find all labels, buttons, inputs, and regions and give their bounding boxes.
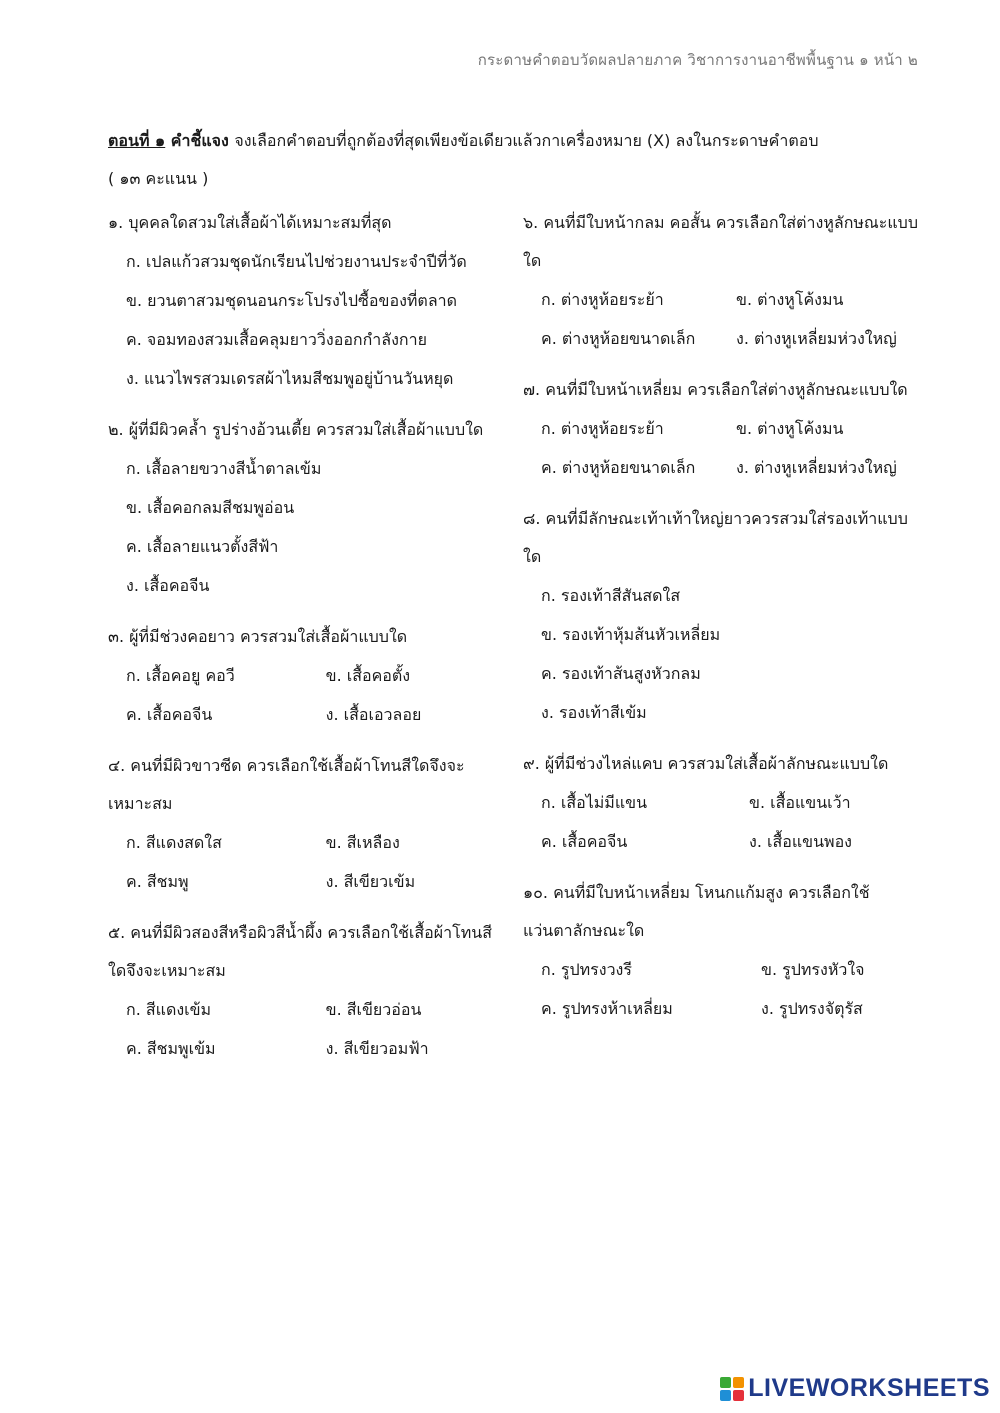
question-text: ๕. คนที่มีผิวสองสีหรือผิวสีน้ำผึ้ง ควรเลือกใช้เสื้อผ้าโทนสีใดจึงจะเหมาะสม	[108, 923, 492, 980]
question-8	[523, 500, 918, 732]
question-2	[108, 411, 508, 605]
option-c[interactable]: ค. รูปทรงห้าเหลี่ยม	[541, 999, 673, 1018]
option-d[interactable]: ง. รองเท้าสีเข้ม	[541, 703, 647, 722]
option-c[interactable]: ค. รองเท้าส้นสูงหัวกลม	[541, 664, 701, 683]
option-b[interactable]: ข. สีเขียวอ่อน	[325, 1000, 422, 1019]
left-column	[108, 204, 508, 1081]
option-c[interactable]: ค. เสื้อคอจีน	[126, 705, 213, 724]
option-a[interactable]: ก. เสื้อลายขวางสีน้ำตาลเข้ม	[126, 459, 322, 478]
option-a[interactable]: ก. สีแดงสดใส	[126, 833, 222, 852]
question-1	[108, 204, 508, 398]
page-header: กระดาษคำตอบวัดผลปลายภาค วิชาการงานอาชีพพื้นฐาน ๑ หน้า ๒	[477, 51, 918, 69]
option-b[interactable]: ข. ต่างหูโค้งมน	[736, 290, 844, 309]
option-d[interactable]: ง. สีเขียวเข้ม	[325, 872, 416, 891]
liveworksheets-logo	[720, 1374, 990, 1403]
question-text: ๙. ผู้ที่มีช่วงไหล่แคบ ควรสวมใส่เสื้อผ้าลักษณะแบบใด	[523, 754, 889, 773]
question-4	[108, 747, 508, 901]
option-a[interactable]: ก. ต่างหูห้อยระย้า	[541, 419, 664, 438]
option-b[interactable]: ข. เสื้อคอตั้ง	[325, 666, 411, 685]
option-b[interactable]: ข. รูปทรงหัวใจ	[761, 960, 865, 979]
instructions	[108, 122, 908, 198]
option-d[interactable]: ง. รูปทรงจัตุรัส	[761, 999, 863, 1018]
question-text: ๗. คนที่มีใบหน้าเหลี่ยม ควรเลือกใส่ต่างหูลักษณะแบบใด	[523, 380, 908, 399]
option-c[interactable]: ค. ต่างหูห้อยขนาดเล็ก	[541, 458, 696, 477]
question-6	[523, 204, 918, 358]
instruction-text: จงเลือกคำตอบที่ถูกต้องที่สุดเพียงข้อเดียวแล้วกาเครื่องหมาย (X) ลงในกระดาษคำตอบ	[234, 131, 819, 150]
option-a[interactable]: ก. ต่างหูห้อยระย้า	[541, 290, 664, 309]
question-text: ๒. ผู้ที่มีผิวคล้ำ รูปร่างอ้วนเตี้ย ควรสวมใส่เสื้อผ้าแบบใด	[108, 420, 484, 439]
option-a[interactable]: ก. รองเท้าสีสันสดใส	[541, 586, 681, 605]
option-a[interactable]: ก. เสื้อคอยู คอวี	[126, 666, 235, 685]
option-d[interactable]: ง. ต่างหูเหลี่ยมห่วงใหญ่	[736, 458, 897, 477]
instruction-keyword: คำชี้แจง	[170, 131, 229, 150]
question-text: ๔. คนที่มีผิวขาวซีด ควรเลือกใช้เสื้อผ้าโทนสีใดจึงจะเหมาะสม	[108, 756, 465, 813]
option-b[interactable]: ข. สีเหลือง	[325, 833, 400, 852]
option-d[interactable]: ง. เสื้อแขนพอง	[749, 832, 852, 851]
question-7	[523, 371, 918, 487]
option-c[interactable]: ค. สีชมพูเข้ม	[126, 1039, 216, 1058]
option-c[interactable]: ค. สีชมพู	[126, 872, 189, 891]
option-c[interactable]: ค. เสื้อคอจีน	[541, 832, 628, 851]
option-a[interactable]: ก. สีแดงเข้ม	[126, 1000, 212, 1019]
question-3	[108, 618, 508, 734]
question-9	[523, 745, 918, 861]
option-c[interactable]: ค. เสื้อลายแนวตั้งสีฟ้า	[126, 537, 279, 556]
question-10	[523, 874, 918, 1028]
question-text: ๓. ผู้ที่มีช่วงคอยาว ควรสวมใส่เสื้อผ้าแบบใด	[108, 627, 408, 646]
option-a[interactable]: ก. รูปทรงวงรี	[541, 960, 632, 979]
option-b[interactable]: ข. เสื้อคอกลมสีชมพูอ่อน	[126, 498, 295, 517]
liveworksheets-logo-icon	[720, 1377, 744, 1401]
logo-text: LIVEWORKSHEETS	[748, 1374, 990, 1402]
question-5	[108, 914, 508, 1068]
question-text: ๑๐. คนที่มีใบหน้าเหลี่ยม โหนกแก้มสูง ควรเลือกใช้แว่นตาลักษณะใด	[523, 883, 870, 940]
option-b[interactable]: ข. ยวนตาสวมชุดนอนกระโปรงไปซื้อของที่ตลาด	[126, 291, 457, 310]
question-text: ๑. บุคคลใดสวมใส่เสื้อผ้าได้เหมาะสมที่สุด	[108, 213, 392, 232]
question-text: ๖. คนที่มีใบหน้ากลม คอสั้น ควรเลือกใส่ต่างหูลักษณะแบบใด	[523, 213, 918, 270]
instruction-score: ( ๑๓ คะแนน )	[108, 169, 209, 188]
option-d[interactable]: ง. เสื้อคอจีน	[126, 576, 210, 595]
option-d[interactable]: ง. ต่างหูเหลี่ยมห่วงใหญ่	[736, 329, 897, 348]
option-a[interactable]: ก. เปลแก้วสวมชุดนักเรียนไปช่วยงานประจำปีที่วัด	[126, 252, 467, 271]
question-text: ๘. คนที่มีลักษณะเท้าเท้าใหญ่ยาวควรสวมใส่รองเท้าแบบใด	[523, 509, 908, 566]
right-column	[523, 204, 918, 1041]
option-a[interactable]: ก. เสื้อไม่มีแขน	[541, 793, 648, 812]
option-c[interactable]: ค. จอมทองสวมเสื้อคลุมยาววิ่งออกกำลังกาย	[126, 330, 427, 349]
option-b[interactable]: ข. รองเท้าหุ้มส้นหัวเหลี่ยม	[541, 625, 721, 644]
option-b[interactable]: ข. ต่างหูโค้งมน	[736, 419, 844, 438]
option-d[interactable]: ง. แนวไพรสวมเดรสผ้าไหมสีชมพูอยู่บ้านวันหยุด	[126, 369, 454, 388]
option-b[interactable]: ข. เสื้อแขนเว้า	[749, 793, 851, 812]
option-d[interactable]: ง. เสื้อเอวลอย	[325, 705, 422, 724]
section-label: ตอนที่ ๑	[108, 131, 166, 150]
option-d[interactable]: ง. สีเขียวอมฟ้า	[325, 1039, 429, 1058]
option-c[interactable]: ค. ต่างหูห้อยขนาดเล็ก	[541, 329, 696, 348]
